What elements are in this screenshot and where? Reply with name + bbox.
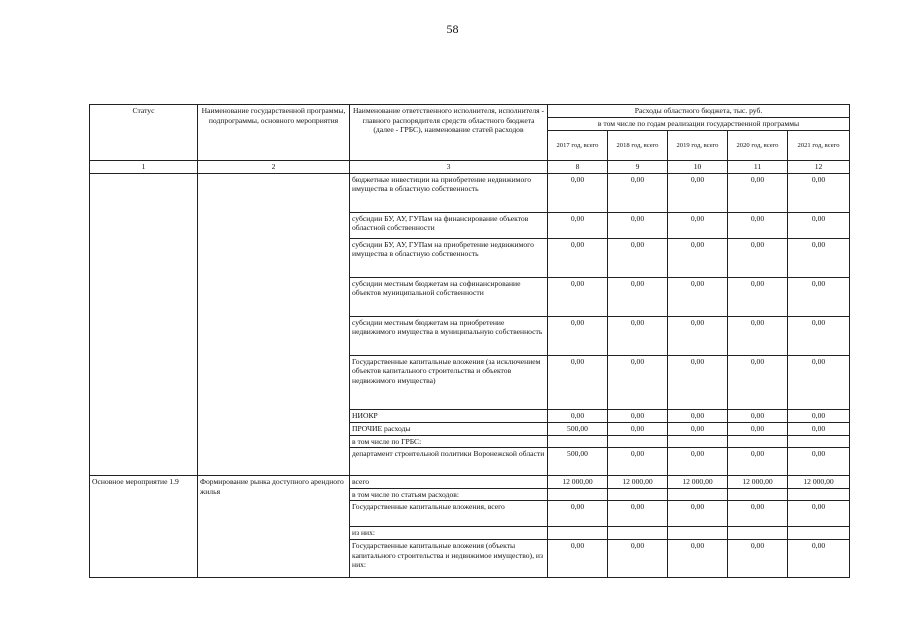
value-cell: 0,00 xyxy=(668,277,728,316)
column-number: 8 xyxy=(548,161,608,174)
measure-name: Формирование рынка доступного арендного жилья xyxy=(198,476,350,578)
value-cell: 0,00 xyxy=(548,501,608,527)
value-cell: 0,00 xyxy=(608,212,668,238)
row-label: Государственные капитальные вложения (объекты капитального строительства и недвижимое имущество), из них: xyxy=(350,539,548,577)
value-cell xyxy=(728,488,788,501)
header-by-years: в том числе по годам реализации государственной программы xyxy=(548,118,850,131)
value-cell xyxy=(608,488,668,501)
row-label: субсидии местным бюджетам на софинансирование объектов муниципальной собственности xyxy=(350,277,548,316)
value-cell: 0,00 xyxy=(728,212,788,238)
value-cell: 0,00 xyxy=(788,448,850,476)
value-cell: 12 000,00 xyxy=(548,476,608,489)
value-cell: 12 000,00 xyxy=(608,476,668,489)
row-label: субсидии местным бюджетам на приобретение недвижимого имущества в муниципальную собственность xyxy=(350,316,548,355)
value-cell: 0,00 xyxy=(608,355,668,409)
value-cell xyxy=(548,488,608,501)
value-cell: 0,00 xyxy=(668,501,728,527)
value-cell: 0,00 xyxy=(548,238,608,277)
value-cell: 0,00 xyxy=(668,212,728,238)
value-cell xyxy=(548,527,608,540)
budget-table xyxy=(89,104,850,578)
column-number: 10 xyxy=(668,161,728,174)
row-label: всего xyxy=(350,476,548,489)
value-cell: 0,00 xyxy=(728,539,788,577)
value-cell: 0,00 xyxy=(548,212,608,238)
value-cell: 0,00 xyxy=(668,422,728,435)
column-number: 9 xyxy=(608,161,668,174)
header-expenses: Расходы областного бюджета, тыс. руб. xyxy=(548,105,850,118)
value-cell xyxy=(788,435,850,448)
value-cell xyxy=(608,435,668,448)
column-number: 3 xyxy=(350,161,548,174)
column-number: 12 xyxy=(788,161,850,174)
row-label: субсидии БУ, АУ, ГУПам на приобретение недвижимого имущества в областную собственность xyxy=(350,238,548,277)
value-cell xyxy=(608,527,668,540)
value-cell: 0,00 xyxy=(548,409,608,422)
value-cell: 0,00 xyxy=(728,173,788,212)
value-cell: 0,00 xyxy=(608,501,668,527)
value-cell: 12 000,00 xyxy=(668,476,728,489)
header-year: 2018 год, всего xyxy=(608,131,668,161)
value-cell: 12 000,00 xyxy=(788,476,850,489)
value-cell: 0,00 xyxy=(548,355,608,409)
value-cell: 0,00 xyxy=(668,355,728,409)
value-cell: 0,00 xyxy=(728,238,788,277)
value-cell: 0,00 xyxy=(728,448,788,476)
row-label: Государственные капитальные вложения (за исключением объектов капитального строительства и объектов недвижимого имущества) xyxy=(350,355,548,409)
value-cell: 0,00 xyxy=(788,409,850,422)
value-cell: 0,00 xyxy=(548,173,608,212)
header-status: Статус xyxy=(90,105,198,161)
value-cell xyxy=(728,435,788,448)
value-cell: 0,00 xyxy=(728,409,788,422)
value-cell xyxy=(668,527,728,540)
value-cell xyxy=(548,435,608,448)
row-label: в том числе по ГРБС: xyxy=(350,435,548,448)
value-cell: 0,00 xyxy=(788,355,850,409)
value-cell: 500,00 xyxy=(548,448,608,476)
value-cell: 0,00 xyxy=(608,316,668,355)
status-cell-empty xyxy=(90,173,198,476)
value-cell: 0,00 xyxy=(608,422,668,435)
header-year: 2017 год, всего xyxy=(548,131,608,161)
value-cell: 0,00 xyxy=(788,277,850,316)
value-cell: 0,00 xyxy=(788,238,850,277)
value-cell: 0,00 xyxy=(788,212,850,238)
value-cell xyxy=(668,488,728,501)
column-number: 1 xyxy=(90,161,198,174)
value-cell: 0,00 xyxy=(668,238,728,277)
table-row xyxy=(90,173,850,212)
program-cell-empty xyxy=(198,173,350,476)
value-cell: 0,00 xyxy=(608,173,668,212)
value-cell: 0,00 xyxy=(728,422,788,435)
value-cell: 0,00 xyxy=(788,422,850,435)
value-cell: 0,00 xyxy=(728,277,788,316)
value-cell: 0,00 xyxy=(548,277,608,316)
row-label: НИОКР xyxy=(350,409,548,422)
table-row xyxy=(90,476,850,489)
value-cell: 0,00 xyxy=(608,409,668,422)
measure-status: Основное мероприятие 1.9 xyxy=(90,476,198,578)
value-cell: 0,00 xyxy=(608,277,668,316)
value-cell: 0,00 xyxy=(788,501,850,527)
value-cell: 0,00 xyxy=(668,539,728,577)
value-cell xyxy=(728,527,788,540)
value-cell xyxy=(788,527,850,540)
value-cell: 0,00 xyxy=(668,409,728,422)
value-cell: 0,00 xyxy=(728,355,788,409)
row-label: субсидии БУ, АУ, ГУПам на финансирование объектов областной собственности xyxy=(350,212,548,238)
value-cell: 0,00 xyxy=(608,539,668,577)
row-label: ПРОЧИЕ расходы xyxy=(350,422,548,435)
value-cell xyxy=(668,435,728,448)
value-cell: 500,00 xyxy=(548,422,608,435)
row-label: Государственные капитальные вложения, всего xyxy=(350,501,548,527)
header-year: 2019 год, всего xyxy=(668,131,728,161)
header-year: 2020 год, всего xyxy=(728,131,788,161)
value-cell: 0,00 xyxy=(548,316,608,355)
header-program-name: Наименование государственной программы, подпрограммы, основного мероприятия xyxy=(198,105,350,161)
page-number: 58 xyxy=(446,22,459,36)
value-cell: 0,00 xyxy=(668,316,728,355)
value-cell: 0,00 xyxy=(668,448,728,476)
row-label: из них: xyxy=(350,527,548,540)
column-number: 2 xyxy=(198,161,350,174)
header-executor: Наименование ответственного исполнителя, исполнителя - главного распорядителя средств областного бюджета (далее - ГРБС), наименование статей расходов xyxy=(350,105,548,161)
value-cell: 0,00 xyxy=(608,238,668,277)
column-number: 11 xyxy=(728,161,788,174)
value-cell: 0,00 xyxy=(728,501,788,527)
value-cell: 0,00 xyxy=(788,539,850,577)
value-cell: 0,00 xyxy=(608,448,668,476)
row-label: бюджетные инвестиции на приобретение недвижимого имущества в областную собственность xyxy=(350,173,548,212)
value-cell: 0,00 xyxy=(728,316,788,355)
value-cell: 12 000,00 xyxy=(728,476,788,489)
column-number-row xyxy=(90,161,850,174)
value-cell xyxy=(788,488,850,501)
value-cell: 0,00 xyxy=(788,316,850,355)
value-cell: 0,00 xyxy=(788,173,850,212)
value-cell: 0,00 xyxy=(548,539,608,577)
header-year: 2021 год, всего xyxy=(788,131,850,161)
row-label: в том числе по статьям расходов: xyxy=(350,488,548,501)
row-label: департамент строительной политики Воронежской области xyxy=(350,448,548,476)
value-cell: 0,00 xyxy=(668,173,728,212)
